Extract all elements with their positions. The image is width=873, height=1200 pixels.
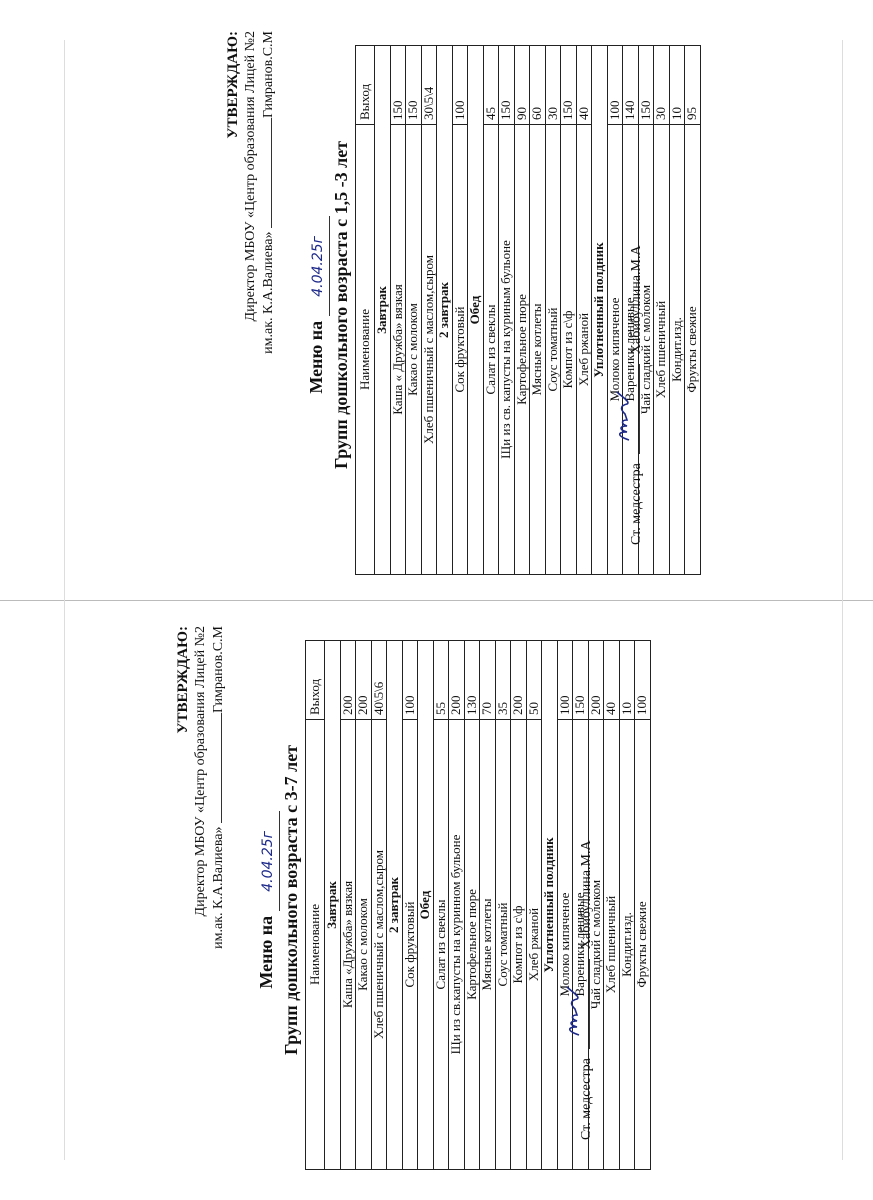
dish-name: Фрукты свежие	[685, 125, 701, 575]
dish-output: 40	[576, 46, 592, 125]
dish-name: Компот из с\ф	[511, 720, 527, 1170]
approval-block	[225, 31, 277, 391]
dish-name: Компот из с\ф	[561, 125, 577, 575]
scan-fold-line	[0, 600, 873, 601]
section-row	[387, 641, 403, 1170]
approve-line-2	[259, 31, 277, 391]
section-row	[418, 641, 434, 1170]
table-row	[604, 641, 620, 1170]
dish-output: 200	[449, 641, 465, 720]
section-title: Уплотненный полдник	[542, 641, 558, 1170]
nurse-name: Хабибуллина.М.А	[629, 245, 644, 355]
approve-title: УТВЕРЖДАЮ:	[175, 626, 191, 734]
dish-name: Молоко кипяченое	[607, 125, 623, 575]
dish-name: Молоко кипяченое	[557, 720, 573, 1170]
dish-output: 45	[483, 46, 499, 125]
section-row	[542, 641, 558, 1170]
dish-output: 200	[588, 641, 604, 720]
section-row	[592, 46, 608, 575]
dish-name: Соус томатный	[495, 720, 511, 1170]
dish-output: 150	[573, 641, 589, 720]
section-title: 2 завтрак	[437, 46, 453, 575]
director-signature-line	[209, 713, 222, 823]
dish-name: Хлеб пшеничный с маслом,сыром	[371, 720, 387, 1170]
dish-name: Хлеб пшеничный	[654, 125, 670, 575]
table-row	[685, 46, 701, 575]
group-title: Групп дошкольного возраста с 3-7 лет	[281, 744, 301, 1056]
approve-school: им.ак. К.А.Валиева»	[211, 826, 226, 949]
dish-name: Хлеб пшеничный с маслом,сыром	[421, 125, 437, 575]
dish-output: 130	[464, 641, 480, 720]
section-title: Обед	[418, 641, 434, 1170]
group-title: Групп дошкольного возраста с 1,5 -3 лет	[331, 140, 351, 470]
table-row	[406, 46, 422, 575]
menu-title-line	[305, 25, 330, 585]
table-row	[464, 641, 480, 1170]
dish-name: Какао с молоком	[406, 125, 422, 575]
table-row	[433, 641, 449, 1170]
table-row	[545, 46, 561, 575]
table-header-row	[356, 46, 375, 575]
table-row	[607, 46, 623, 575]
menu-document-3-7	[175, 620, 665, 1180]
section-title: Уплотненный полдник	[592, 46, 608, 575]
table-row	[619, 641, 635, 1170]
dish-output: 95	[685, 46, 701, 125]
dish-name: Сок фруктовый	[452, 125, 468, 575]
dish-output: 30	[545, 46, 561, 125]
menu-heading	[255, 620, 302, 1180]
table-row	[452, 46, 468, 575]
signature-scribble-icon	[611, 384, 637, 444]
dish-output: 50	[526, 641, 542, 720]
menu-title: Меню на	[256, 915, 276, 989]
table-row	[499, 46, 515, 575]
dish-name: Салат из свеклы	[433, 720, 449, 1170]
nurse-role: Ст. медсестра	[629, 463, 644, 545]
dish-output: 55	[433, 641, 449, 720]
menu-table	[355, 45, 701, 575]
dish-output: 70	[480, 641, 496, 720]
dish-output: 10	[669, 46, 685, 125]
dish-name: Салат из свеклы	[483, 125, 499, 575]
scan-edge-right	[842, 40, 843, 1160]
table-row	[340, 641, 356, 1170]
dish-output: 100	[635, 641, 651, 720]
scan-edge-left	[64, 40, 65, 1160]
dish-output: 30\5\4	[421, 46, 437, 125]
table-row	[390, 46, 406, 575]
dish-name: Хлеб ржаной	[576, 125, 592, 575]
dish-name: Вареники ленивые	[623, 125, 639, 575]
dish-name: Мясные котлеты	[530, 125, 546, 575]
approve-line-1: Директор МБОУ «Центр образования Лицей №2	[193, 626, 208, 917]
dish-output: 150	[390, 46, 406, 125]
table-row	[421, 46, 437, 575]
dish-output: 60	[530, 46, 546, 125]
section-row	[375, 46, 391, 575]
dish-name: Кондит.изд.	[619, 720, 635, 1170]
section-row	[468, 46, 484, 575]
table-row	[495, 641, 511, 1170]
dish-name: Картофельное пюре	[464, 720, 480, 1170]
dish-output: 100	[607, 46, 623, 125]
table-row	[530, 46, 546, 575]
dish-output: 150	[561, 46, 577, 125]
dish-name: Хлеб ржаной	[526, 720, 542, 1170]
dish-name: Щи из св.капусты на куринном бульоне	[449, 720, 465, 1170]
dish-name: Щи из св. капусты на куриным бульоне	[499, 125, 515, 575]
nurse-name: Хабибуллина.М.А	[579, 840, 594, 950]
table-row	[526, 641, 542, 1170]
nurse-signature	[625, 364, 640, 454]
dish-output: 140	[623, 46, 639, 125]
dish-output: 10	[619, 641, 635, 720]
dish-output: 35	[495, 641, 511, 720]
dish-name: Каша «Дружба» вязкая	[340, 720, 356, 1170]
table-row	[480, 641, 496, 1170]
approve-title: УТВЕРЖДАЮ:	[225, 31, 241, 139]
table-row	[514, 46, 530, 575]
approve-school: им.ак. К.А.Валиева»	[261, 231, 276, 354]
col-name-header: Наименование	[306, 720, 325, 1170]
dish-output: 200	[356, 641, 372, 720]
dish-name: Соус томатный	[545, 125, 561, 575]
approve-line-2	[209, 626, 227, 986]
dish-output: 40\5\6	[371, 641, 387, 720]
menu-rows	[375, 46, 701, 575]
menu-date: 4.04.25г	[307, 216, 330, 316]
dish-name: Какао с молоком	[356, 720, 372, 1170]
table-row	[402, 641, 418, 1170]
director-name: Гимранов.С.М	[211, 626, 226, 714]
section-row	[437, 46, 453, 575]
dish-name: Картофельное пюре	[514, 125, 530, 575]
dish-name: Каша « Дружба» вязкая	[390, 125, 406, 575]
dish-output: 150	[638, 46, 654, 125]
footer	[575, 660, 595, 1140]
table-row	[576, 46, 592, 575]
dish-output: 150	[406, 46, 422, 125]
dish-output: 100	[402, 641, 418, 720]
table-row	[654, 46, 670, 575]
menu-table	[305, 640, 651, 1170]
dish-output: 100	[452, 46, 468, 125]
dish-name: Фрукты свежие	[635, 720, 651, 1170]
col-output-header: Выход	[306, 641, 325, 720]
dish-output: 200	[511, 641, 527, 720]
dish-name: Кондит.изд.	[669, 125, 685, 575]
dish-name: Хлеб пшеничный	[604, 720, 620, 1170]
nurse-role: Ст. медсестра	[579, 1058, 594, 1140]
table-row	[635, 641, 651, 1170]
section-title: Завтрак	[325, 641, 341, 1170]
approve-line-1: Директор МБОУ «Центр образования Лицей №2	[243, 31, 258, 322]
dish-name: Чай сладкий с молоком	[638, 125, 654, 575]
director-name: Гимранов.С.М	[261, 31, 276, 119]
menu-title: Меню на	[306, 320, 326, 394]
table-row	[561, 46, 577, 575]
dish-output: 100	[557, 641, 573, 720]
dish-output: 200	[340, 641, 356, 720]
dish-name: Сок фруктовый	[402, 720, 418, 1170]
dish-output: 30	[654, 46, 670, 125]
menu-document-1-5-3	[225, 25, 715, 585]
footer	[625, 65, 645, 545]
table-row	[356, 641, 372, 1170]
section-title: 2 завтрак	[387, 641, 403, 1170]
signature-scribble-icon	[561, 979, 587, 1039]
dish-output: 40	[604, 641, 620, 720]
dish-name: Мясные котлеты	[480, 720, 496, 1170]
director-signature-line	[259, 118, 272, 228]
menu-heading	[305, 25, 352, 585]
dish-output: 90	[514, 46, 530, 125]
dish-name: Чай сладкий с молоком	[588, 720, 604, 1170]
table-row	[449, 641, 465, 1170]
table-header-row	[306, 641, 325, 1170]
menu-rows	[325, 641, 651, 1170]
col-output-header: Выход	[356, 46, 375, 125]
section-title: Обед	[468, 46, 484, 575]
menu-date: 4.04.25г	[257, 811, 280, 911]
section-title: Завтрак	[375, 46, 391, 575]
menu-title-line	[255, 620, 280, 1180]
section-row	[325, 641, 341, 1170]
table-row	[371, 641, 387, 1170]
nurse-signature	[575, 959, 590, 1049]
table-row	[669, 46, 685, 575]
table-row	[511, 641, 527, 1170]
col-name-header: Наименование	[356, 125, 375, 575]
table-row	[483, 46, 499, 575]
approval-block	[175, 626, 227, 986]
dish-output: 150	[499, 46, 515, 125]
table-row	[557, 641, 573, 1170]
dish-name: Вареники ленивые	[573, 720, 589, 1170]
